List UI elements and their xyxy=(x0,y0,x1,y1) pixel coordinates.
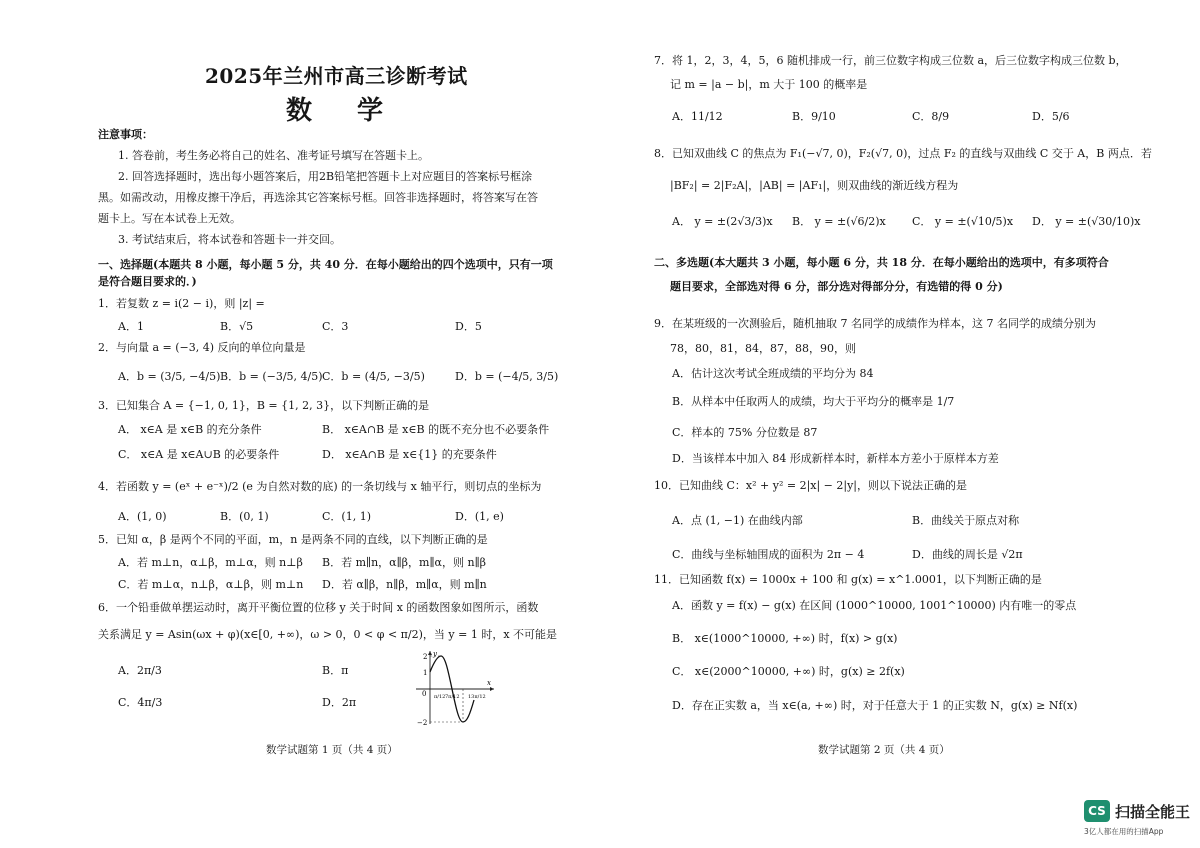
graph-label: 2 xyxy=(423,653,428,661)
notice-line: 3. 考试结束后，将本试卷和答题卡一并交回。 xyxy=(118,233,341,246)
option: B．b = (−3/5, 4/5) xyxy=(220,370,323,383)
question-stem: 7．将 1，2，3，4，5，6 随机排成一行，前三位数字构成三位数 a，后三位数字构成三位数 b， xyxy=(654,54,1127,67)
option: C．曲线与坐标轴围成的面积为 2π − 4 xyxy=(672,548,865,561)
option: D．若 α∥β，n∥β，m∥α，则 m∥n xyxy=(322,578,487,591)
option: A．1 xyxy=(118,320,144,333)
option: D．5 xyxy=(455,320,482,333)
option: B． x∈(1000^10000, +∞) 时，f(x) > g(x) xyxy=(672,632,898,645)
option: A．若 m⊥n，α⊥β，m⊥α，则 n⊥β xyxy=(118,556,303,569)
graph-label: 13π/12 xyxy=(468,694,486,700)
exam-page-2 xyxy=(600,0,1200,848)
option: D．存在正实数 a，当 x∈(a, +∞) 时，对于任意大于 1 的正实数 N，g(x) ≥ Nf(x) xyxy=(672,699,1078,712)
graph-label: x xyxy=(487,679,491,687)
graph-label: −2 xyxy=(417,719,428,726)
graph-label: 0 xyxy=(422,690,427,698)
sine-wave-graph xyxy=(410,648,498,726)
option: B．曲线关于原点对称 xyxy=(912,514,1020,527)
option: B． y = ±(√6/2)x xyxy=(792,215,886,228)
subject-title: 数 学 xyxy=(286,96,402,126)
option: A．b = (3/5, −4/5) xyxy=(118,370,221,383)
option: D．b = (−4/5, 3/5) xyxy=(455,370,559,383)
question-stem: 5．已知 α，β 是两个不同的平面，m，n 是两条不同的直线，以下判断正确的是 xyxy=(98,533,488,546)
graph-label: 7π/12 xyxy=(445,694,460,700)
option: B． x∈A∩B 是 x∈B 的既不充分也不必要条件 xyxy=(322,423,550,436)
question-stem: |BF₂| = 2|F₂A|，|AB| = |AF₁|，则双曲线的渐近线方程为 xyxy=(670,179,959,192)
notice-line: 2. 回答选择题时，选出每小题答案后，用2B铅笔把答题卡上对应题目的答案标号框涂 xyxy=(118,170,533,183)
x-axis-arrow-icon xyxy=(490,687,494,691)
question-stem: 6．一个铅垂做单摆运动时，离开平衡位置的位移 y 关于时间 x 的函数图象如图所示，函数 xyxy=(98,601,539,614)
option: B．√5 xyxy=(220,320,254,333)
option: A． y = ±(2√3/3)x xyxy=(672,215,773,228)
graph-label: y xyxy=(433,650,437,658)
notice-heading: 注意事项： xyxy=(98,128,153,141)
option: B．从样本中任取两人的成绩，均大于平均分的概率是 1/7 xyxy=(672,395,955,408)
option: A． x∈A 是 x∈B 的充分条件 xyxy=(118,423,262,436)
page-footer: 数学试题第 1 页（共 4 页） xyxy=(266,744,398,756)
question-stem: 3．已知集合 A = {−1, 0, 1}，B = {1, 2, 3}，以下判断正确的是 xyxy=(98,399,430,412)
question-stem: 10．已知曲线 C：x² + y² = 2|x| − 2|y|，则以下说法正确的是 xyxy=(654,479,968,492)
notice-line: 1. 答卷前，考生务必将自己的姓名、准考证号填写在答题卡上。 xyxy=(118,149,429,162)
graph-label: 1 xyxy=(423,669,428,677)
section-heading: 一、选择题(本题共 8 小题，每小题 5 分，共 40 分．在每小题给出的四个选项中，只有一项 xyxy=(98,258,553,271)
question-stem: 78，80，81，84，87，88，90，则 xyxy=(670,342,856,355)
option: B．π xyxy=(322,664,349,677)
option: C．3 xyxy=(322,320,349,333)
question-stem: 2．与向量 a = (−3, 4) 反向的单位向量是 xyxy=(98,341,306,354)
option: B．(0, 1) xyxy=(220,510,269,523)
option: D． x∈A∩B 是 x∈{1} 的充要条件 xyxy=(322,448,497,461)
option: A．2π/3 xyxy=(118,664,162,677)
question-stem: 关系满足 y = Asin(ωx + φ)(x∈[0, +∞)，ω > 0，0 < φ < π/2)，当 y = 1 时，x 不可能是 xyxy=(98,628,558,641)
option: D．曲线的周长是 √2π xyxy=(912,548,1023,561)
notice-line: 黑。如需改动，用橡皮擦干净后，再选涂其它答案标号框。回答非选择题时，将答案写在答 xyxy=(98,191,538,204)
exam-title: 2025年兰州市高三诊断考试 xyxy=(205,64,468,88)
question-stem: 4．若函数 y = (eˣ + e⁻ˣ)/2 (e 为自然对数的底) 的一条切线与 x 轴平行，则切点的坐标为 xyxy=(98,480,542,493)
question-stem: 8．已知双曲线 C 的焦点为 F₁(−√7, 0)，F₂(√7, 0)，过点 F₂ 的直线与双曲线 C 交于 A，B 两点．若 xyxy=(654,147,1152,160)
option: A．11/12 xyxy=(672,110,723,123)
option: B．若 m∥n，α∥β，m∥α，则 n∥β xyxy=(322,556,487,569)
option: D．当该样本中加入 84 形成新样本时，新样本方差小于原样本方差 xyxy=(672,452,999,465)
option: C．样本的 75% 分位数是 87 xyxy=(672,426,818,439)
option: D．5/6 xyxy=(1032,110,1070,123)
option: A．点 (1, −1) 在曲线内部 xyxy=(672,514,803,527)
section-heading: 题目要求，全部选对得 6 分，部分选对得部分分，有选错的得 0 分) xyxy=(670,280,1003,293)
watermark-tagline: 3亿人都在用的扫描App xyxy=(1084,827,1164,836)
option: D．2π xyxy=(322,696,357,709)
option: C． x∈(2000^10000, +∞) 时，g(x) ≥ 2f(x) xyxy=(672,665,905,678)
camscanner-logo-icon: CS xyxy=(1084,800,1110,822)
option: A．函数 y = f(x) − g(x) 在区间 (1000^10000, 1001^10000) 内有唯一的零点 xyxy=(672,599,1077,612)
option: C．b = (4/5, −3/5) xyxy=(322,370,425,383)
question-stem: 记 m = |a − b|，m 大于 100 的概率是 xyxy=(670,78,868,91)
graph-label: π/12 xyxy=(434,694,446,700)
option: D． y = ±(√30/10)x xyxy=(1032,215,1141,228)
option: A．(1, 0) xyxy=(118,510,167,523)
page-footer: 数学试题第 2 页（共 4 页） xyxy=(818,744,950,756)
question-stem: 9．在某班级的一次测验后，随机抽取 7 名同学的成绩作为样本，这 7 名同学的成绩分别为 xyxy=(654,317,1096,330)
question-stem: 1．若复数 z = i(2 − i)，则 |z| = xyxy=(98,297,265,310)
notice-line: 题卡上。写在本试卷上无效。 xyxy=(98,212,241,225)
section-heading: 是符合题目要求的．) xyxy=(98,275,197,288)
option: C． y = ±(√10/5)x xyxy=(912,215,1014,228)
question-stem: 11．已知函数 f(x) = 1000x + 100 和 g(x) = x^1.0001，以下判断正确的是 xyxy=(654,573,1042,586)
section-heading: 二、多选题(本大题共 3 小题，每小题 6 分，共 18 分．在每小题给出的选项中，有多项符合 xyxy=(654,256,1109,269)
watermark-brand: 扫描全能王 xyxy=(1115,803,1191,821)
option: C． x∈A 是 x∈A∪B 的必要条件 xyxy=(118,448,280,461)
option: C．若 m⊥α，n⊥β，α⊥β，则 m⊥n xyxy=(118,578,304,591)
option: C．8/9 xyxy=(912,110,950,123)
option: C．(1, 1) xyxy=(322,510,371,523)
option: C．4π/3 xyxy=(118,696,163,709)
option: B．9/10 xyxy=(792,110,836,123)
y-axis-arrow-icon xyxy=(428,651,432,655)
option: A．估计这次考试全班成绩的平均分为 84 xyxy=(672,367,874,380)
option: D．(1, e) xyxy=(455,510,504,523)
